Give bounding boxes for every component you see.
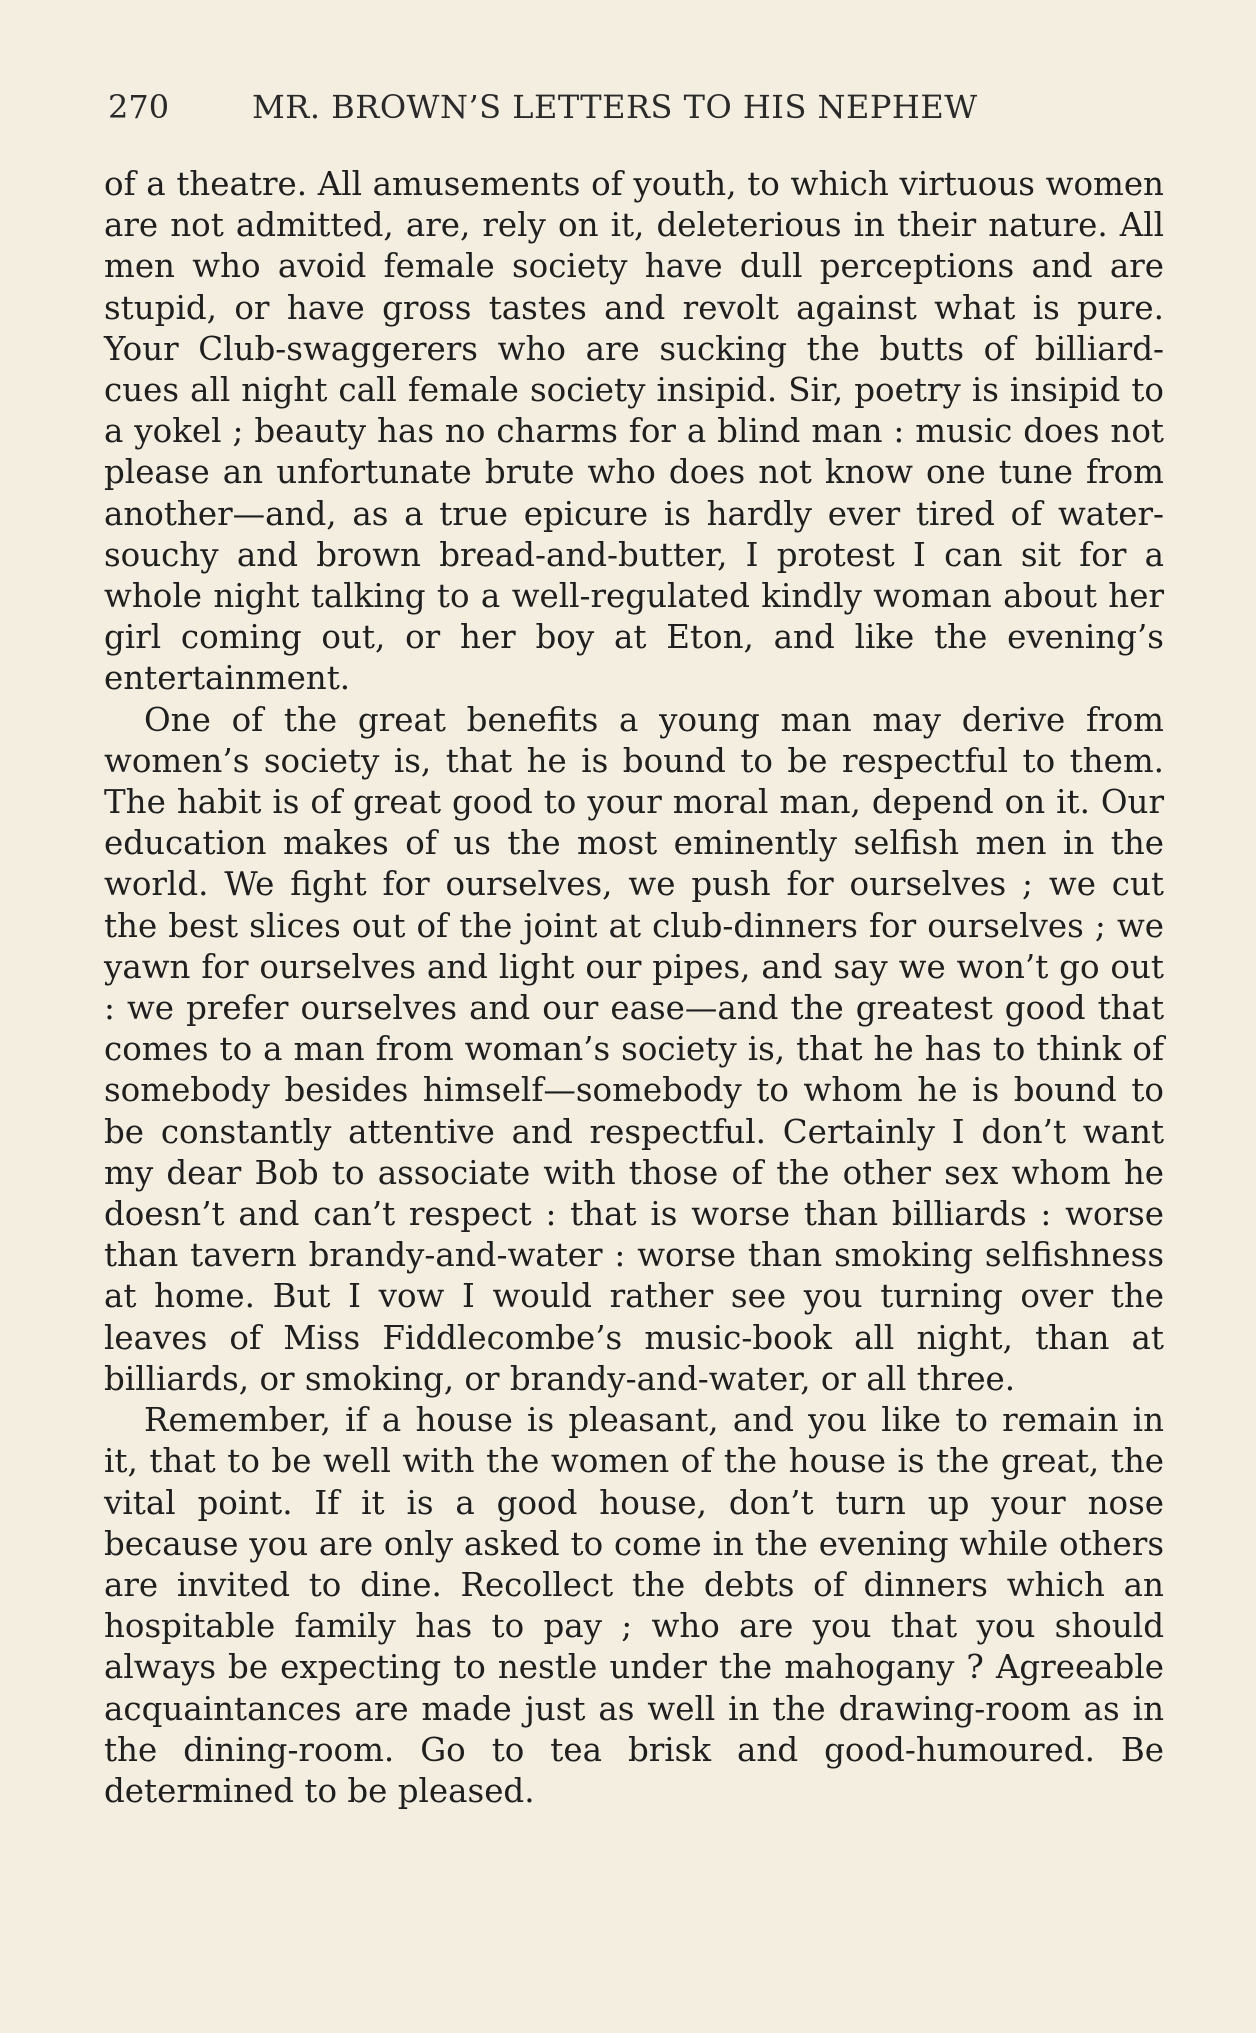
running-title: MR. BROWN’S LETTERS TO HIS NEPHEW xyxy=(252,88,978,126)
body-text xyxy=(104,164,1164,1812)
page-number: 270 xyxy=(108,88,170,126)
running-head xyxy=(108,88,1168,132)
paragraph-continued: of a theatre. All amusements of youth, to which virtuous women are not admitted, are, rely on it, deleterious in their nature. All men who avoid female society have dull perceptions and are stupid, or have gross tastes and revolt against what is pure. Your Club-swaggerers who are sucking the butts of billiard-cues all night call female society insipid. Sir, poetry is insipid to a yokel ; beauty has no charms for a blind man : music does not please an unfortunate brute who does not know one tune from another—and, as a true epicure is hardly ever tired of water-souchy and brown bread-and-butter, I protest I can sit for a whole night talking to a well-regulated kindly woman about her girl coming out, or her boy at Eton, and like the evening’s entertainment. xyxy=(104,165,1164,698)
paragraph-womens-society: One of the great benefits a young man may derive from women’s society is, that he is bound to be respectful to them. The habit is of great good to your moral man, depend on it. Our education makes of us the most eminently selfish men in the world. We fight for ourselves, we push for ourselves ; we cut the best slices out of the joint at club-dinners for ourselves ; we yawn for ourselves and light our pipes, and say we won’t go out : we prefer ourselves and our ease—and the greatest good that comes to a man from woman’s society is, that he has to think of somebody besides himself—somebody to whom he is bound to be constantly attentive and respectful. Certainly I don’t want my dear Bob to associate with those of the other sex whom he doesn’t and can’t respect : that is worse than billiards : worse than tavern brandy-and-water : worse than smoking selfishness at home. But I vow I would rather see you turning over the leaves of Miss Fiddlecombe’s music-book all night, than at billiards, or smoking, or brandy-and-water, or all three. xyxy=(104,700,1164,1398)
paragraph-pleasant-house: Remember, if a house is pleasant, and you like to remain in it, that to be well with the women of the house is the great, the vital point. If it is a good house, don’t turn up your nose because you are only asked to come in the evening while others are invited to dine. Recollect the debts of dinners which an hospitable family has to pay ; who are you that you should always be expecting to nestle under the mahogany ? Agreeable acquaintances are made just as well in the drawing-room as in the dining-room. Go to tea brisk and good-humoured. Be determined to be pleased. xyxy=(104,1401,1164,1810)
